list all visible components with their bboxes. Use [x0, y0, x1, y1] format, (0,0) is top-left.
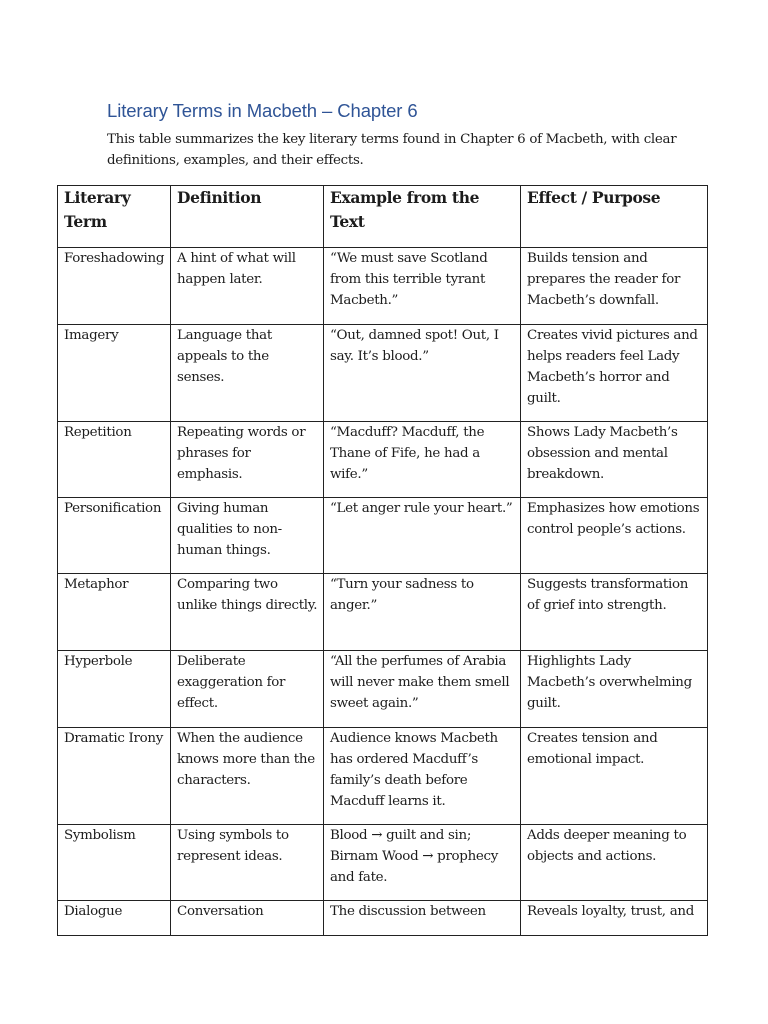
- cell-effect: Highlights Lady Macbeth’s overwhelming guilt.: [521, 651, 708, 728]
- cell-term: Dramatic Irony: [58, 728, 171, 825]
- cell-example: The discussion between: [324, 901, 521, 936]
- table-row: [58, 825, 708, 901]
- page-title: Literary Terms in Macbeth – Chapter 6: [107, 100, 418, 121]
- cell-term: Foreshadowing: [58, 248, 171, 325]
- cell-term: Dialogue: [58, 901, 171, 936]
- cell-term: Hyperbole: [58, 651, 171, 728]
- table-row: [58, 728, 708, 825]
- cell-term: Symbolism: [58, 825, 171, 901]
- table-row: [58, 574, 708, 651]
- cell-example: Audience knows Macbeth has ordered Macduff’s family’s death before Macduff learns it.: [324, 728, 521, 825]
- table-header-row: [58, 186, 708, 248]
- cell-term: Metaphor: [58, 574, 171, 651]
- intro-paragraph: This table summarizes the key literary terms found in Chapter 6 of Macbeth, with clear definitions, examples, and their effects.: [107, 132, 677, 168]
- cell-example: “All the perfumes of Arabia will never make them smell sweet again.”: [324, 651, 521, 728]
- cell-definition: Deliberate exaggeration for effect.: [171, 651, 324, 728]
- cell-example: Blood → guilt and sin; Birnam Wood → prophecy and fate.: [324, 825, 521, 901]
- header-effect: Effect / Purpose: [521, 186, 708, 248]
- cell-example: “Let anger rule your heart.”: [324, 498, 521, 574]
- cell-term: Repetition: [58, 422, 171, 498]
- cell-definition: Repeating words or phrases for emphasis.: [171, 422, 324, 498]
- header-example: Example from the Text: [324, 186, 521, 248]
- cell-example: “Macduff? Macduff, the Thane of Fife, he had a wife.”: [324, 422, 521, 498]
- cell-definition: Language that appeals to the senses.: [171, 325, 324, 422]
- cell-example: “Turn your sadness to anger.”: [324, 574, 521, 651]
- cell-effect: Suggests transformation of grief into strength.: [521, 574, 708, 651]
- table-row: [58, 248, 708, 325]
- cell-term: Imagery: [58, 325, 171, 422]
- cell-effect: Shows Lady Macbeth’s obsession and mental breakdown.: [521, 422, 708, 498]
- cell-definition: Conversation: [171, 901, 324, 936]
- cell-definition: A hint of what will happen later.: [171, 248, 324, 325]
- table-row: [58, 651, 708, 728]
- cell-definition: Giving human qualities to non-human things.: [171, 498, 324, 574]
- cell-example: “Out, damned spot! Out, I say. It’s blood.”: [324, 325, 521, 422]
- table-row: [58, 422, 708, 498]
- cell-definition: When the audience knows more than the characters.: [171, 728, 324, 825]
- cell-definition: Comparing two unlike things directly.: [171, 574, 324, 651]
- header-literary-term: Literary Term: [58, 186, 171, 248]
- cell-effect: Creates tension and emotional impact.: [521, 728, 708, 825]
- cell-effect: Builds tension and prepares the reader for Macbeth’s downfall.: [521, 248, 708, 325]
- cell-effect: Adds deeper meaning to objects and actions.: [521, 825, 708, 901]
- cell-effect: Creates vivid pictures and helps readers feel Lady Macbeth’s horror and guilt.: [521, 325, 708, 422]
- header-definition: Definition: [171, 186, 324, 248]
- table-row: [58, 901, 708, 936]
- cell-term: Personification: [58, 498, 171, 574]
- literary-terms-table: [57, 185, 708, 936]
- table-row: [58, 325, 708, 422]
- cell-effect: Emphasizes how emotions control people’s actions.: [521, 498, 708, 574]
- table-row: [58, 498, 708, 574]
- cell-definition: Using symbols to represent ideas.: [171, 825, 324, 901]
- cell-effect: Reveals loyalty, trust, and: [521, 901, 708, 936]
- cell-example: “We must save Scotland from this terrible tyrant Macbeth.”: [324, 248, 521, 325]
